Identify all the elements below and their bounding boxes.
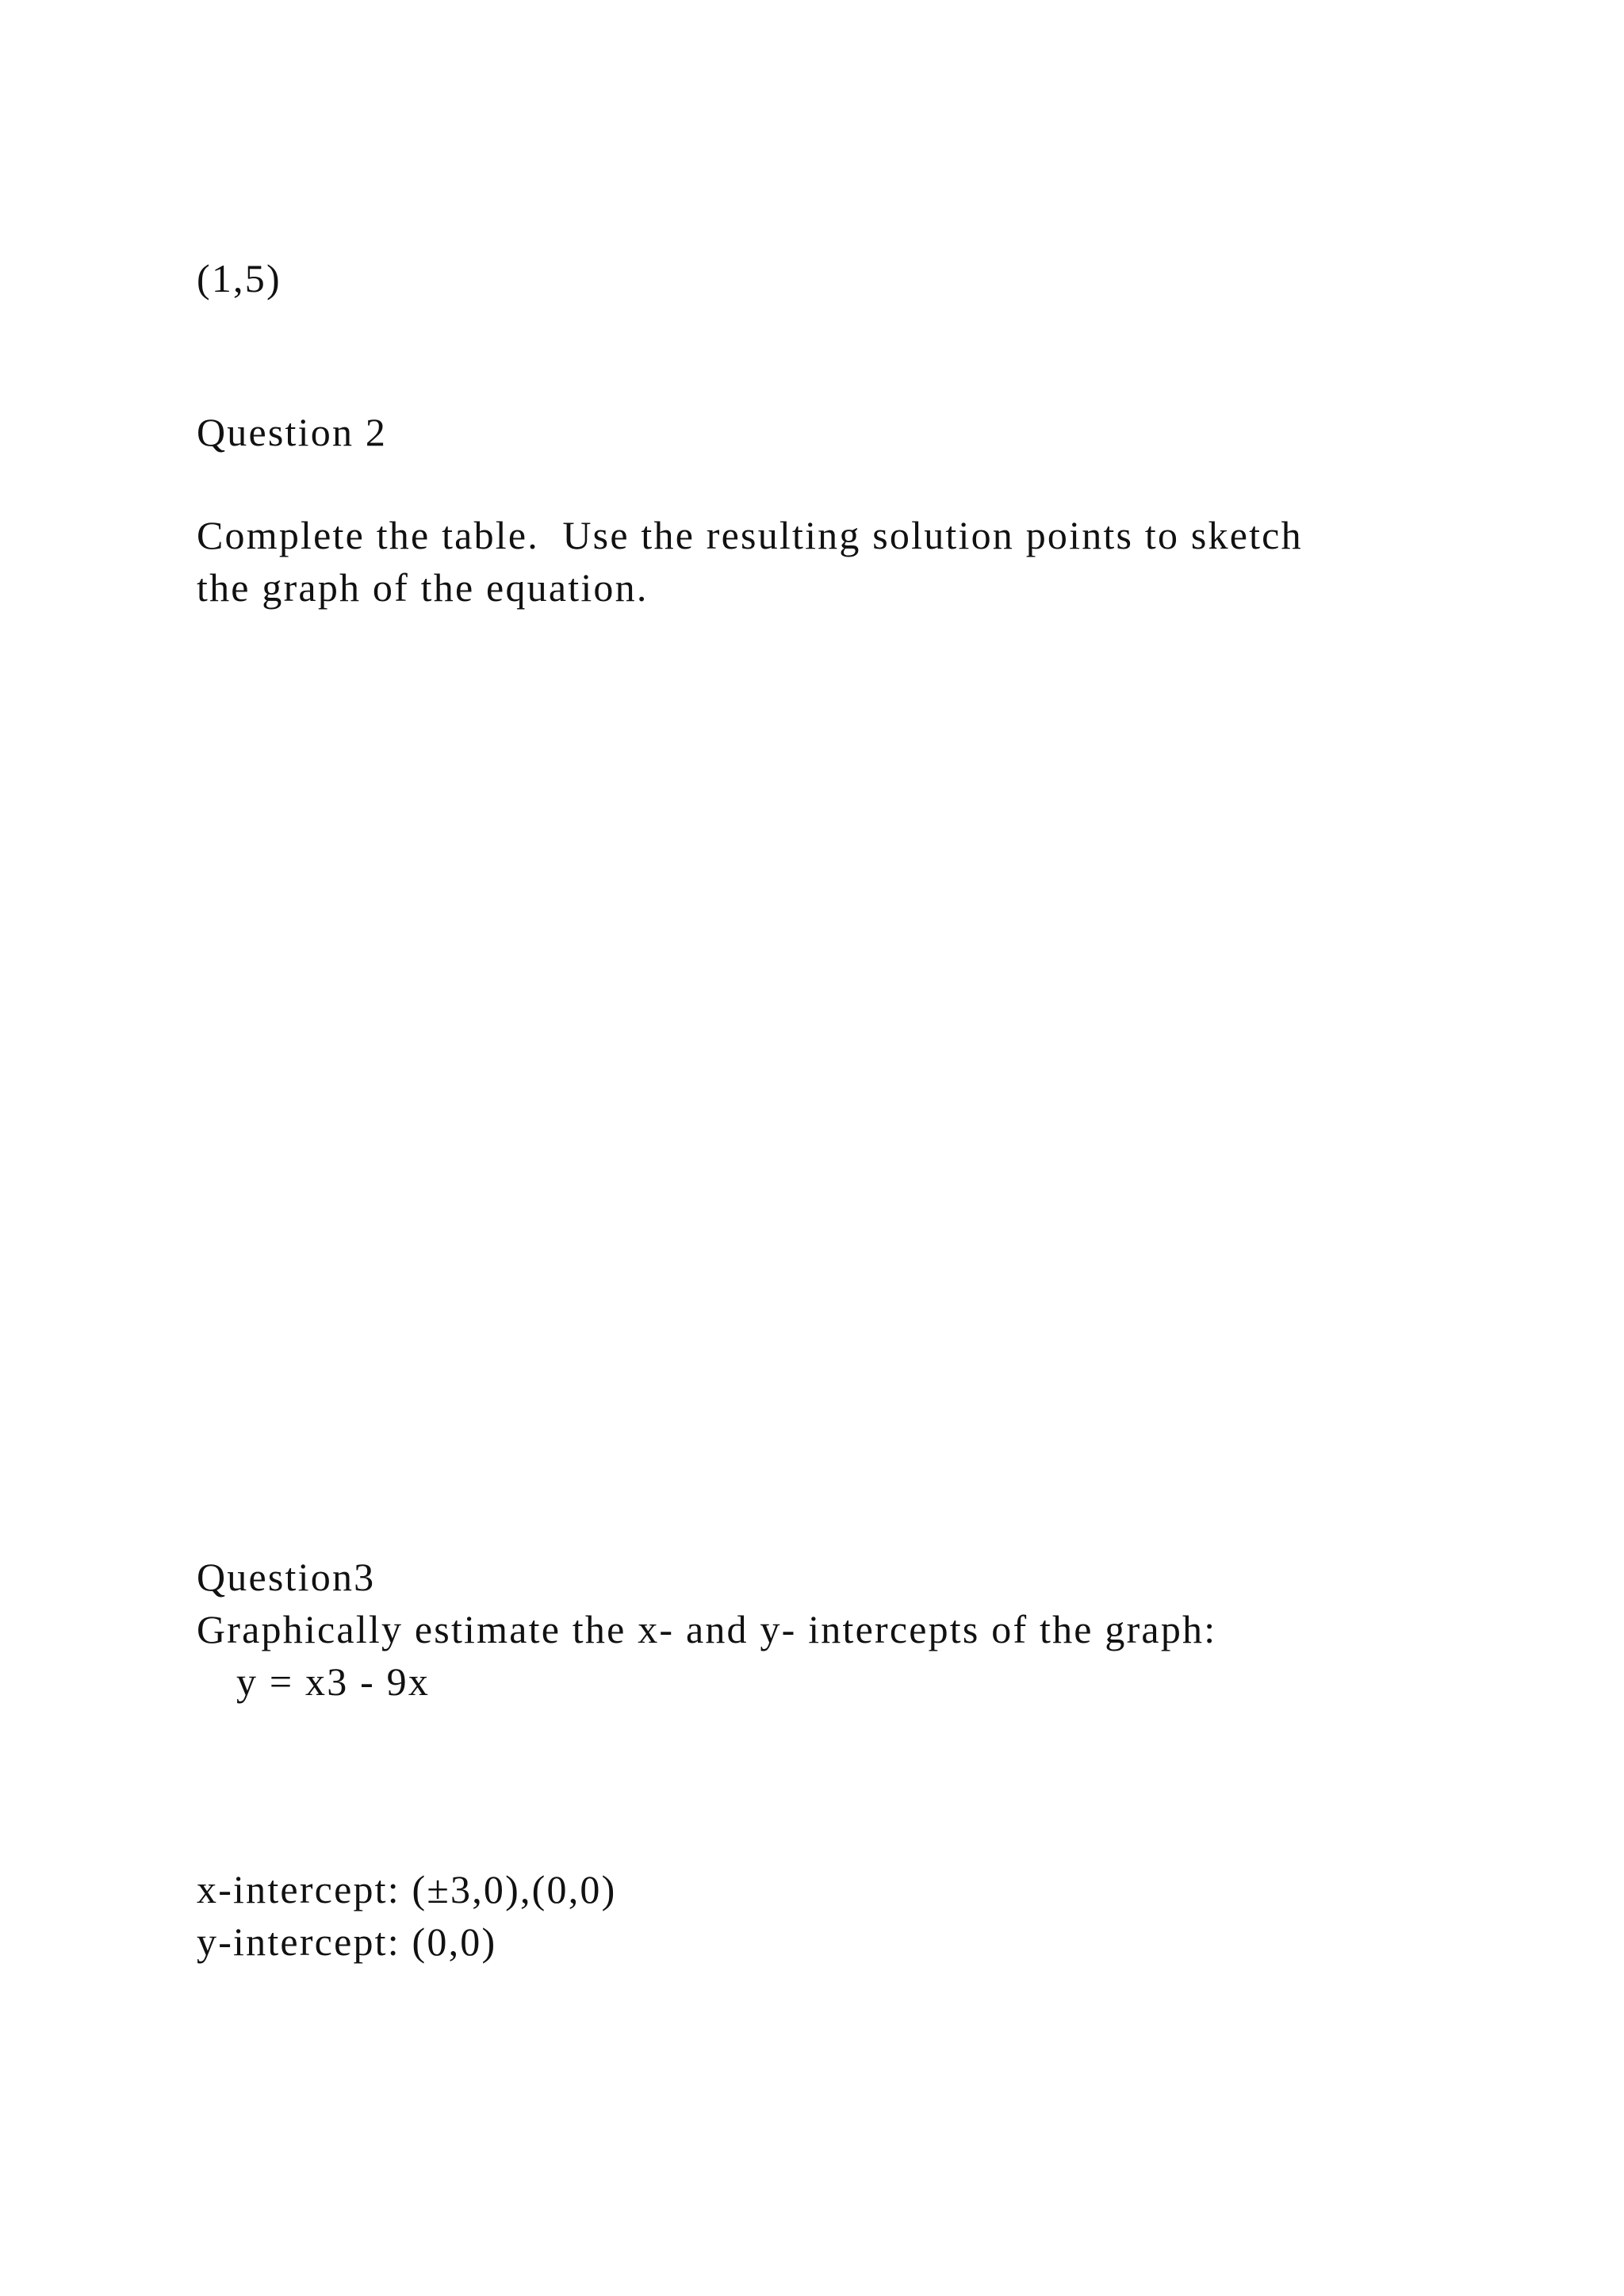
question-3-prompt: Graphically estimate the x- and y- intercepts of the graph: [197, 1607, 1217, 1651]
question-3-equation: y = x3 - 9x [236, 1659, 431, 1704]
question-2-prompt-line-1: Complete the table. Use the resulting solution points to sketch [197, 513, 1303, 557]
x-intercept-answer: x-intercept: (±3,0),(0,0) [197, 1867, 617, 1911]
answer-text: (1,5) [197, 256, 282, 300]
question-3-heading: Question3 [197, 1555, 376, 1599]
y-intercept-answer: y-intercept: (0,0) [197, 1919, 497, 1964]
question-2-prompt-line-2: the graph of the equation. [197, 565, 649, 610]
question-2-heading: Question 2 [197, 410, 388, 454]
